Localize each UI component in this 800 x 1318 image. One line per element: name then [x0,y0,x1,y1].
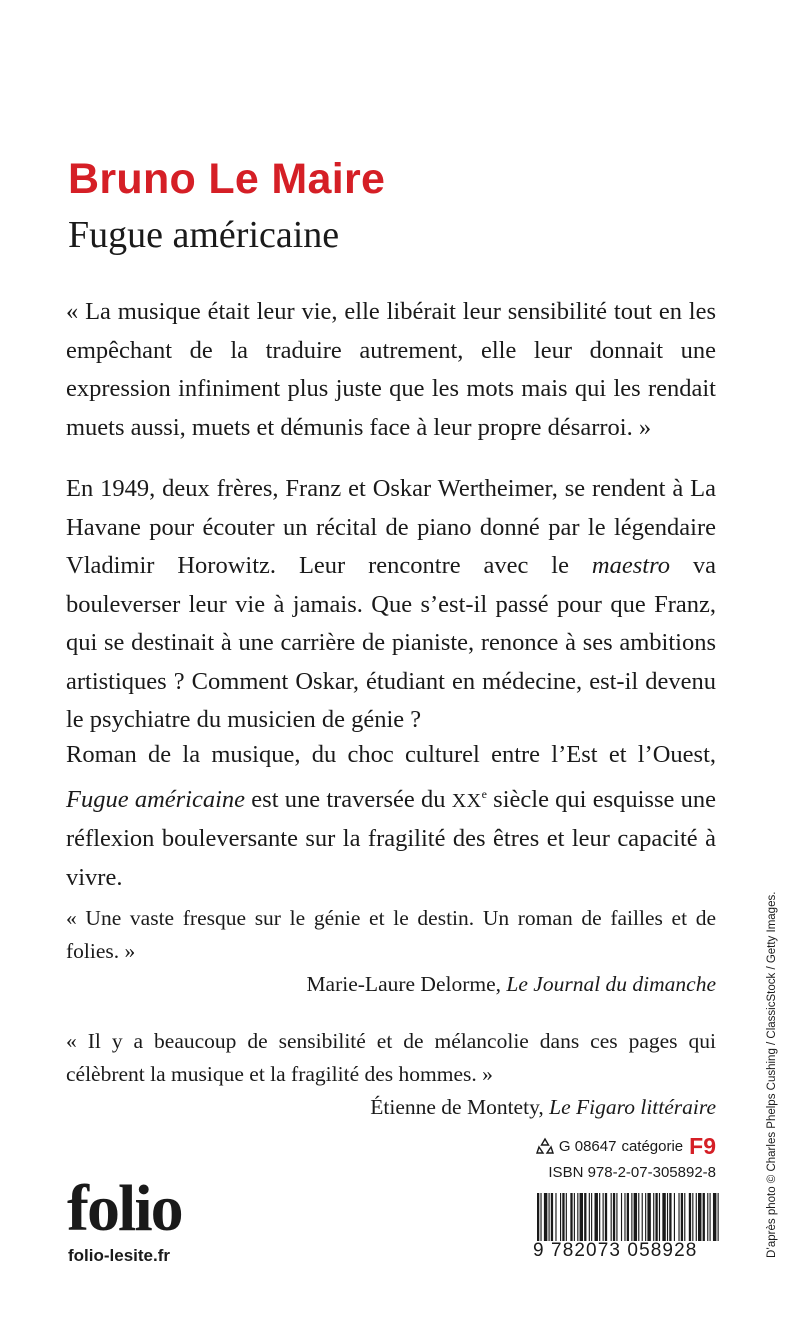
book-title: Fugue américaine [68,214,340,256]
barcode-bar [560,1193,561,1241]
barcode-bar [613,1193,615,1241]
barcode-bar [551,1193,553,1241]
barcode-bar [689,1193,691,1241]
barcode-bar [638,1193,639,1241]
barcode-bar [544,1193,547,1241]
barcode-bar [703,1193,705,1241]
summary-paragraph-2 [66,736,716,897]
barcode-bar [555,1193,556,1241]
barcode-bar [710,1193,711,1241]
barcode-bar [603,1193,604,1241]
barcode-bar [537,1193,539,1241]
barcode-bar [570,1193,572,1241]
barcode-bar [577,1193,578,1241]
century: XX [451,789,482,812]
publisher-website: folio-lesite.fr [68,1246,171,1265]
product-code: G 08647 [558,1137,617,1155]
author-name: Bruno Le Maire [68,155,386,203]
barcode-bar [707,1193,708,1241]
category-code: F9 [689,1132,716,1159]
opening-quote: « La musique était leur vie, elle libérait leur sensibilité tout en les empêchant de la traduire autrement, elle leur donnait une expression infiniment plus juste que les mots mais qui les rendait muets aussi, muets et démunis face à leur propre désarroi. » [66,298,716,441]
barcode-bar [574,1193,575,1241]
barcode-bar [589,1193,590,1241]
barcode-bar [627,1193,629,1241]
publication-name: Le Journal du dimanche [506,972,716,996]
barcode-bar [684,1193,685,1241]
barcode-bar [631,1193,632,1241]
barcode-bar [634,1193,637,1241]
barcode-bar [698,1193,701,1241]
barcode-bar [674,1193,675,1241]
summary-book-title: Fugue américaine [66,785,246,813]
isbn: ISBN 978-2-07-305892-8 [548,1163,716,1181]
barcode-bar [624,1193,625,1241]
category-label: catégorie [621,1137,684,1155]
review-source-1 [306,968,716,1001]
summary-text: En 1949, deux frères, Franz et Oskar Wertheimer, se rendent à La Havane pour écouter un récital de piano donné par le légendaire Vladimir Horowitz. Leur rencontre avec le [66,475,716,579]
barcode-bar [662,1193,665,1241]
summary-intro: Roman de la musique, du choc culturel entre l’Est et l’Ouest, [66,741,716,768]
product-codes [530,1132,716,1184]
barcode-bar [580,1193,583,1241]
summary-text: est une traversée du [251,785,446,813]
barcode-bar [599,1193,600,1241]
barcode-bar [718,1193,719,1241]
barcode-bar [653,1193,654,1241]
barcode-bar [611,1193,612,1241]
summary-paragraph-1 [66,470,716,740]
critic-name: Étienne de Montety, [370,1095,544,1119]
barcode-bar [584,1193,586,1241]
barcode-bar [549,1193,550,1241]
barcode-bar [566,1193,567,1241]
barcode-bar [645,1193,646,1241]
barcode-bar [595,1193,598,1241]
summary-text: siècle qui esquisse une réflexion bouleversante sur la fragilité des êtres et leur capacité à vivre. [66,785,716,891]
barcode-bar [667,1193,668,1241]
barcode-bar [562,1193,564,1241]
barcode-bar [713,1193,716,1241]
barcode-bar [678,1193,679,1241]
century-superscript: e [481,786,487,801]
recycle-icon [536,1137,554,1155]
barcode-bar [647,1193,650,1241]
barcode-bar [669,1193,671,1241]
summary-emphasis: maestro [591,552,670,579]
publication-name: Le Figaro littéraire [549,1095,716,1119]
barcode-bar [681,1193,683,1241]
photo-credit: D’après photo © Charles Phelps Cushing / ClassicStock / Getty Images. [766,891,778,1258]
review-quote-2: « Il y a beaucoup de sensibilité et de mélancolie dans ces pages qui célèbrent la musique et la fragilité des hommes. » [66,1029,716,1086]
barcode-bar [591,1193,592,1241]
barcode-bar [616,1193,617,1241]
summary-text: va bouleverser leur vie à jamais. Que s’est-il passé pour que Franz, qui se destinait à une carrière de pianiste, renonce à ses ambitions artistiques ? Comment Oskar, étudiant en médecine, est-il devenu le psychiatre du musicien de génie ? [66,552,717,733]
publisher-logo: folio [67,1172,182,1245]
barcode-digits: 9 782073 058928 [533,1240,698,1261]
barcode-bar [540,1193,541,1241]
barcode-bar [692,1193,693,1241]
barcode [537,1193,721,1241]
review-source-2 [370,1091,716,1124]
barcode-bar [659,1193,660,1241]
critic-name: Marie-Laure Delorme, [306,972,502,996]
barcode-bar [655,1193,657,1241]
barcode-bar [696,1193,697,1241]
barcode-bar [621,1193,622,1241]
barcode-bar [642,1193,643,1241]
review-quote-1: « Une vaste fresque sur le génie et le destin. Un roman de failles et de folies. » [66,906,716,963]
category-row [530,1132,716,1160]
barcode-bar [605,1193,607,1241]
